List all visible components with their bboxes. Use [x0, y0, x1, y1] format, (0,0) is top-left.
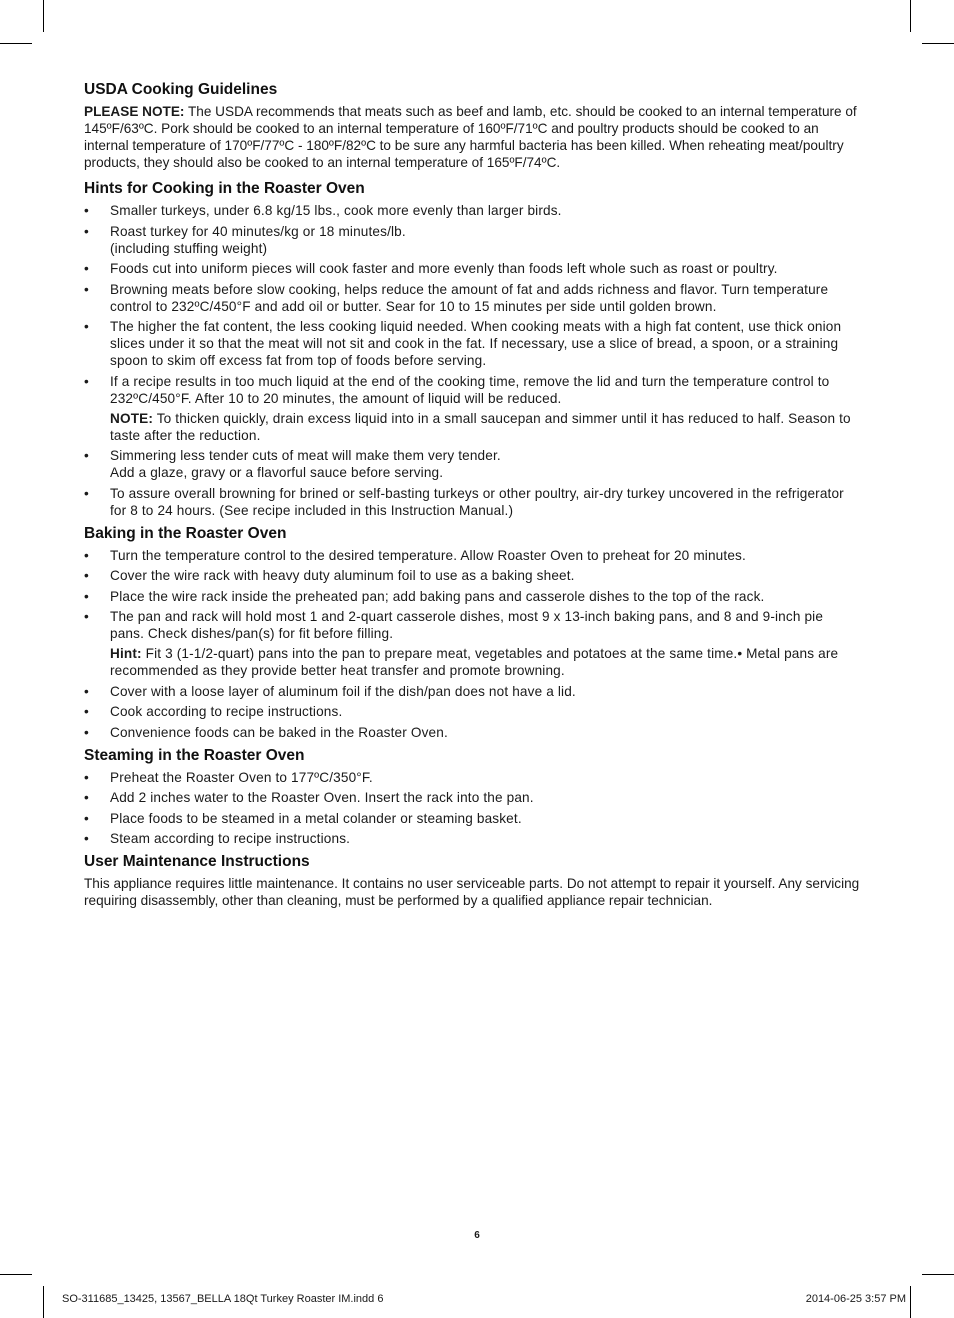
crop-mark-bottom-left-vertical [43, 1286, 44, 1318]
list-item-text: • Cover with a loose layer of aluminum foil if the dish/pan does not have a lid. [110, 683, 576, 699]
paragraph-lead: PLEASE NOTE: [84, 104, 185, 119]
list-item [84, 588, 860, 605]
section-title: Baking in the Roaster Oven [84, 524, 287, 542]
section-title: USDA Cooking Guidelines [84, 81, 278, 98]
list-item [84, 830, 860, 847]
list-item-text: • Foods cut into uniform pieces will cook faster and more evenly than foods left whole such as roast or poultry. [110, 261, 778, 276]
crop-mark-top-left-horizontal [0, 43, 32, 44]
list-item-text: • Cover the wire rack with heavy duty aluminum foil to use as a baking sheet. [110, 568, 575, 583]
section-paragraph [84, 103, 860, 171]
crop-mark-top-right-horizontal [922, 43, 954, 44]
list-item [84, 547, 860, 564]
list-item [84, 202, 860, 219]
list-item-text: • If a recipe results in too much liquid at the end of the cooking time, remove the lid and turn the temperature control to 232ºC/450°F. After 10 to 20 minutes, the amount of liquid will be reduced. [110, 373, 830, 406]
list-item [84, 260, 860, 277]
list-item-text: • Preheat the Roaster Oven to 177ºC/350°F. [110, 769, 373, 785]
list-item-text: • Cook according to recipe instructions. [110, 704, 343, 719]
note-lead: NOTE: [110, 410, 154, 426]
section-steaming [84, 746, 860, 848]
paragraph-text: The USDA recommends that meats such as beef and lamb, etc. should be cooked to an internal temperature of 145ºF/63ºC. Pork should be cooked to an internal temperature of 160ºF/71ºC and poultry products should be cooked to an internal temperature of 170ºF/77ºC - 180ºF/82ºC to be sure any harmful bacteria has been killed. When reheating meat/poultry products, they should also be cooked to an internal temperature of 165ºF/74ºC. [84, 104, 857, 170]
crop-mark-bottom-right-vertical [910, 1286, 911, 1318]
list-item [84, 703, 860, 720]
list-item-text: • Smaller turkeys, under 6.8 kg/15 lbs., cook more evenly than larger birds. [110, 203, 562, 218]
list-item-text: • To assure overall browning for brined or self-basting turkeys or other poultry, air-dry turkey uncovered in the refrigerator for 8 to 24 hours. (See recipe included in this Instruction Manual.) [110, 485, 844, 518]
list-item [84, 447, 860, 481]
section-hints [84, 179, 860, 519]
list-item-text: • Roast turkey for 40 minutes/kg or 18 minutes/lb. [110, 223, 406, 239]
note-text: To thicken quickly, drain excess liquid into in a small saucepan and simmer until it has reduced to half. Season to taste after the reduction. [110, 410, 851, 443]
bullet-list [84, 547, 860, 741]
crop-mark-bottom-right-horizontal [922, 1274, 954, 1275]
list-item [84, 485, 860, 519]
list-item-note [110, 645, 860, 679]
list-item [84, 810, 860, 827]
section-title: User Maintenance Instructions [84, 853, 310, 870]
list-item-text: • Place foods to be steamed in a metal colander or steaming basket. [110, 810, 522, 826]
list-item [84, 724, 860, 741]
section-maintenance [84, 852, 860, 909]
list-item-text: • Steam according to recipe instructions. [110, 831, 351, 846]
crop-mark-top-right-vertical [910, 0, 911, 32]
paragraph-text: This appliance requires little maintenance. It contains no user serviceable parts. Do not attempt to repair it yourself. Any servicing requiring disassembly, other than cleaning, must be performed by a qualified appliance repair technician. [84, 876, 860, 908]
section-title: Steaming in the Roaster Oven [84, 746, 305, 764]
list-item-text: • The pan and rack will hold most 1 and 2-quart casserole dishes, most 9 x 13-inch baking pans, and 8 and 9-inch pie pans. Check dishes/pan(s) for fit before filling. [110, 609, 824, 641]
footer-file-name: SO-311685_13425, 13567_BELLA 18Qt Turkey Roaster IM.indd 6 [62, 1293, 384, 1305]
document-body [84, 80, 860, 917]
list-item [84, 608, 860, 679]
crop-mark-bottom-left-horizontal [0, 1274, 32, 1275]
footer-date: 2014-06-25 3:57 PM [805, 1293, 906, 1305]
list-item-text: • Turn the temperature control to the desired temperature. Allow Roaster Oven to preheat for 20 minutes. [110, 547, 746, 563]
list-item [84, 223, 860, 257]
list-item [84, 769, 860, 786]
list-item-text: • Place the wire rack inside the preheated pan; add baking pans and casserole dishes to the top of the rack. [110, 588, 765, 604]
list-item-text: • Add 2 inches water to the Roaster Oven. Insert the rack into the pan. [110, 790, 534, 805]
list-item [84, 318, 860, 369]
list-item-text: (including stuffing weight) [110, 240, 268, 256]
section-usda-guidelines [84, 80, 860, 171]
list-item-text: • Convenience foods can be baked in the Roaster Oven. [110, 724, 448, 740]
page-number: 6 [474, 1230, 480, 1241]
list-item [84, 567, 860, 584]
list-item [84, 683, 860, 700]
note-text: Fit 3 (1-1/2-quart) pans into the pan to prepare meat, vegetables and potatoes at the same time.• Metal pans are recommended as they provide better heat transfer and promote browning. [110, 646, 839, 678]
section-paragraph [84, 875, 860, 909]
list-item [84, 789, 860, 806]
crop-mark-top-left-vertical [43, 0, 44, 32]
list-item-text: • Simmering less tender cuts of meat will make them very tender. [110, 448, 501, 463]
bullet-list [84, 769, 860, 848]
list-item-text: Add a glaze, gravy or a flavorful sauce before serving. [110, 465, 444, 480]
bullet-list [84, 202, 860, 519]
note-lead: Hint: [110, 646, 142, 661]
list-item-note [110, 410, 860, 444]
section-title: Hints for Cooking in the Roaster Oven [84, 180, 365, 197]
list-item-text: • Browning meats before slow cooking, helps reduce the amount of fat and adds richness and flavor. Turn temperature control to 232ºC/450°F and add oil or butter. Sear for 10 to 15 minutes per side until golden brown. [110, 281, 829, 314]
list-item [84, 281, 860, 315]
section-baking [84, 524, 860, 741]
list-item-text: • The higher the fat content, the less cooking liquid needed. When cooking meats with a high fat content, use thick onion slices under it so that the meat will not sit and cook in the fat. If necessary, use a slice of bread, a spoon, or a straining spoon to skim off excess fat from top of foods before serving. [110, 319, 842, 368]
list-item [84, 373, 860, 444]
